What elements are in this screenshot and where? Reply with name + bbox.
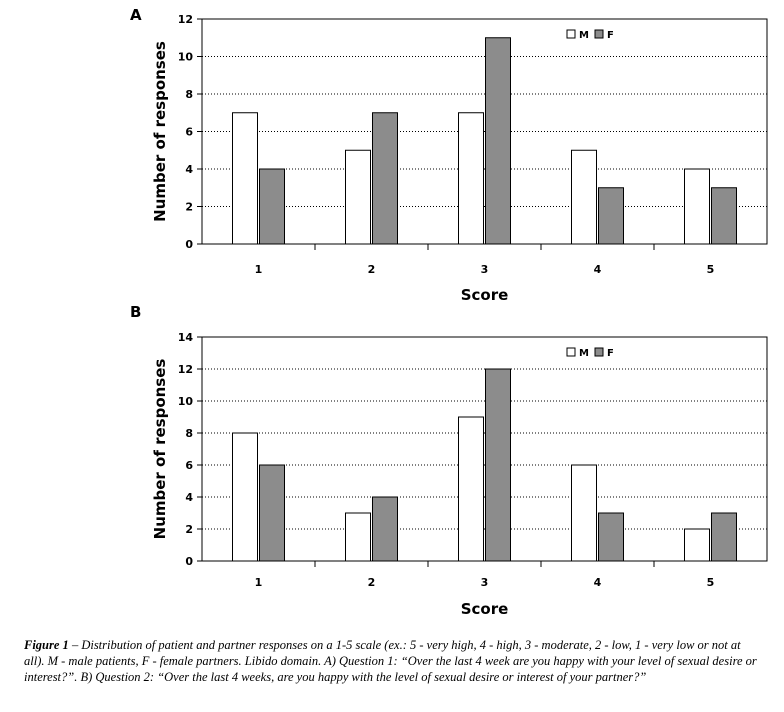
- x-tick-label: 4: [593, 576, 602, 589]
- bar-m: [233, 433, 258, 561]
- y-tick-label: 8: [185, 427, 193, 440]
- x-tick-label: 1: [254, 576, 263, 589]
- x-tick-label: 2: [367, 263, 376, 276]
- bar-m: [233, 113, 258, 244]
- bar-m: [346, 150, 371, 244]
- bar-f: [712, 513, 737, 561]
- caption-text: – Distribution of patient and partner responses on a 1-5 scale (ex.: 5 - very high, 4 - high, 3 - moderate, 2 - low, 1 - very low or not at all). M - male patients, F - female partners. Libido domain. A) Question 1: “Over the last 4 week are you happy with your level of sexual desire or interest?”. B) Question 2: “Over the last 4 weeks, are you happy with the level of sexual desire or interest of your partner?”: [24, 638, 757, 684]
- x-tick-label: 1: [254, 263, 263, 276]
- bar-f: [373, 113, 398, 244]
- legend-label-m: M: [579, 30, 589, 41]
- bar-f: [373, 497, 398, 561]
- x-tick-label: 2: [367, 576, 376, 589]
- y-tick-label: 0: [185, 555, 193, 568]
- y-tick-label: 6: [185, 125, 193, 139]
- bar-m: [572, 150, 597, 244]
- bar-m: [685, 529, 710, 561]
- y-tick-label: 12: [177, 363, 193, 376]
- legend-swatch-m: [567, 30, 575, 38]
- y-tick-label: 14: [177, 331, 193, 344]
- bar-m: [572, 465, 597, 561]
- x-tick-label: 3: [480, 576, 489, 589]
- legend-swatch-m: [567, 348, 575, 356]
- plot-frame: [202, 337, 767, 561]
- chart-panel-b: [130, 303, 767, 618]
- legend-label-f: F: [607, 348, 614, 359]
- bar-m: [346, 513, 371, 561]
- chart-panel-a: [130, 6, 767, 304]
- x-axis-title: Score: [460, 600, 509, 618]
- bar-f: [599, 513, 624, 561]
- y-tick-label: 10: [177, 395, 193, 408]
- legend-swatch-f: [595, 348, 603, 356]
- x-tick-label: 3: [480, 263, 489, 276]
- y-tick-label: 6: [185, 459, 193, 472]
- y-axis-title: Number of responses: [151, 358, 169, 540]
- caption-label: Figure 1: [24, 638, 69, 652]
- x-axis-title: Score: [460, 286, 509, 304]
- bar-f: [486, 38, 511, 244]
- bar-f: [260, 465, 285, 561]
- y-tick-label: 2: [185, 200, 193, 214]
- bar-m: [459, 113, 484, 244]
- y-tick-label: 0: [185, 238, 193, 251]
- y-tick-label: 8: [185, 88, 193, 101]
- legend-label-m: M: [579, 348, 589, 359]
- x-tick-label: 5: [706, 576, 715, 589]
- bar-f: [712, 188, 737, 244]
- x-tick-label: 5: [706, 263, 715, 276]
- legend-label-f: F: [607, 30, 614, 41]
- panel-letter: A: [130, 6, 142, 24]
- bar-f: [599, 188, 624, 244]
- x-tick-label: 4: [593, 263, 602, 276]
- y-tick-label: 4: [185, 163, 193, 176]
- legend-swatch-f: [595, 30, 603, 38]
- bar-f: [260, 169, 285, 244]
- bar-f: [486, 369, 511, 561]
- y-tick-label: 12: [177, 13, 193, 26]
- figure-caption: [24, 637, 764, 685]
- y-tick-label: 4: [185, 491, 193, 504]
- bar-m: [685, 169, 710, 244]
- y-tick-label: 10: [177, 50, 193, 64]
- bar-m: [459, 417, 484, 561]
- y-axis-title: Number of responses: [151, 41, 169, 222]
- y-tick-label: 2: [185, 523, 193, 536]
- panel-letter: B: [130, 303, 142, 321]
